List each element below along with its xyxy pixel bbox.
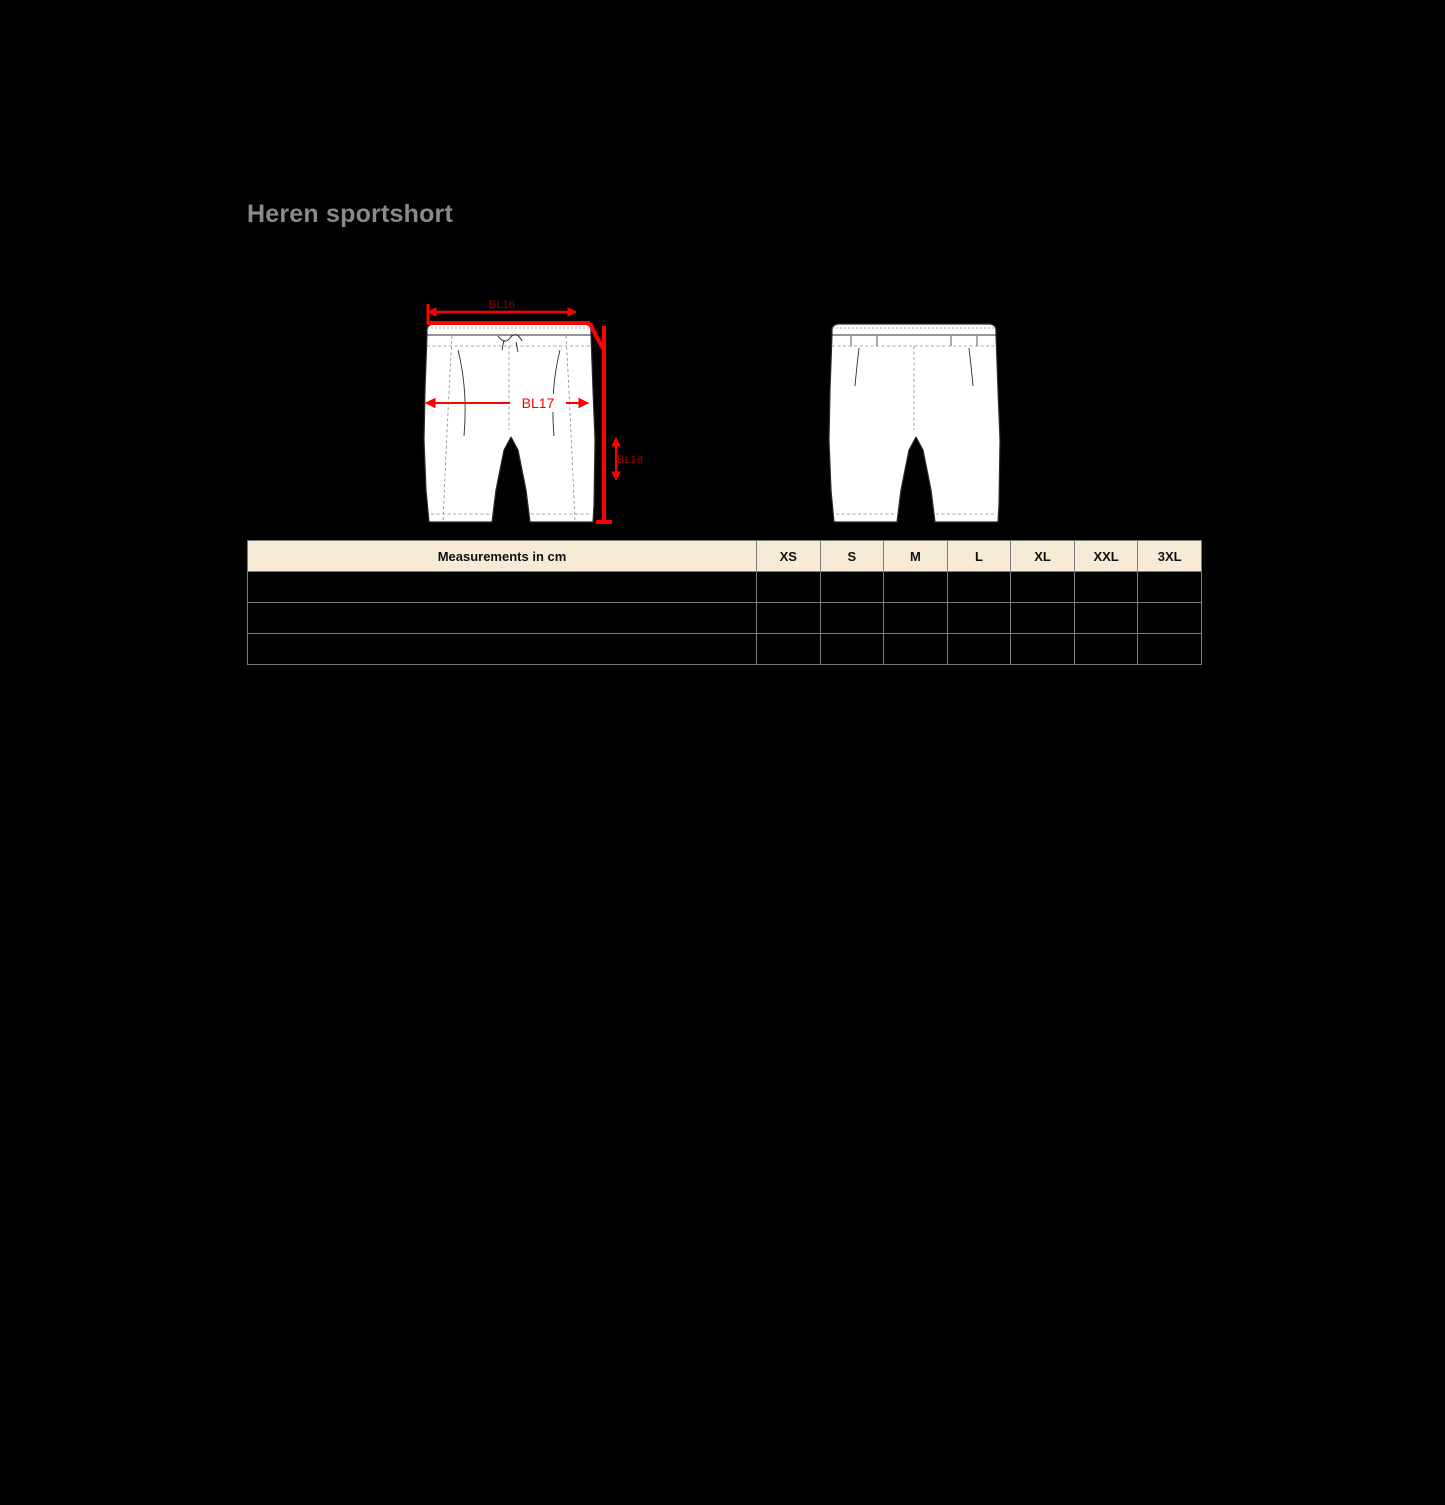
cell-xs — [757, 603, 821, 634]
cell-3xl — [1138, 603, 1202, 634]
cell-xl — [1011, 572, 1075, 603]
cell-l — [947, 603, 1011, 634]
column-header-m: M — [884, 541, 948, 572]
annotation-bl17: BL17 — [521, 395, 555, 411]
table-row — [248, 572, 1202, 603]
cell-l — [947, 572, 1011, 603]
cell-m — [884, 603, 948, 634]
row-label — [248, 572, 757, 603]
table-row — [248, 603, 1202, 634]
cell-s — [820, 572, 884, 603]
size-chart-table — [247, 540, 1202, 665]
column-header-s: S — [820, 541, 884, 572]
cell-s — [820, 603, 884, 634]
cell-s — [820, 634, 884, 665]
row-label — [248, 634, 757, 665]
row-label — [248, 603, 757, 634]
table-body — [248, 572, 1202, 665]
column-header-xxl: XXL — [1074, 541, 1138, 572]
cell-m — [884, 634, 948, 665]
cell-m — [884, 572, 948, 603]
cell-xs — [757, 634, 821, 665]
annotation-bl18: BL18 — [617, 454, 643, 466]
table-row — [248, 634, 1202, 665]
table-header — [248, 541, 1202, 572]
cell-xl — [1011, 634, 1075, 665]
annotation-bl16: BL16 — [489, 299, 515, 311]
cell-xxl — [1074, 603, 1138, 634]
cell-xl — [1011, 603, 1075, 634]
cell-xxl — [1074, 634, 1138, 665]
cell-3xl — [1138, 572, 1202, 603]
illustration-area — [380, 290, 1040, 535]
size-table-wrapper — [247, 540, 1202, 665]
cell-xxl — [1074, 572, 1138, 603]
column-header-3xl: 3XL — [1138, 541, 1202, 572]
column-header-xs: XS — [757, 541, 821, 572]
column-header-measurements: Measurements in cm — [248, 541, 757, 572]
column-header-l: L — [947, 541, 1011, 572]
cell-3xl — [1138, 634, 1202, 665]
cell-l — [947, 634, 1011, 665]
shorts-front-technical-drawing — [424, 324, 595, 522]
shorts-back-technical-drawing — [829, 324, 1000, 522]
column-header-xl: XL — [1011, 541, 1075, 572]
table-header-row — [248, 541, 1202, 572]
page-title: Heren sportshort — [247, 200, 454, 228]
cell-xs — [757, 572, 821, 603]
